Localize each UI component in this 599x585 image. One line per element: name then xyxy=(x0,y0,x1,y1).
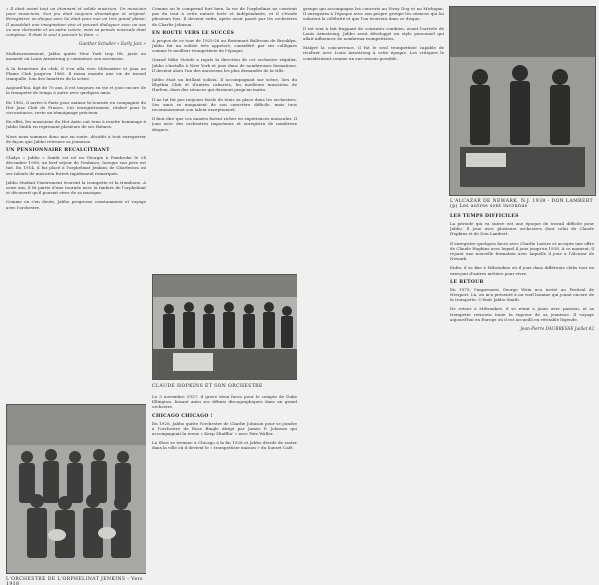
paragraph: Malgré la concurrence, il fut le seul trompettiste capable de rivaliser avec Louis Armstrong à cette époque. Les critiques le considéraient comme un successeur possible. xyxy=(303,45,444,61)
photo-figures-graphic xyxy=(7,405,146,573)
paragraph: Le 3 novembre 1927, il grave deux faces pour le compte de Duke Ellington, faisant ainsi ses débuts discographiques dans un grand orchestre. xyxy=(152,394,297,410)
paragraph: En effet, les musiciens du Hot Antic ont tenu à rendre hommage à Jabbo Smith en reprenant plusieurs de ses thèmes. xyxy=(6,119,146,130)
quote-signature: Gunther Schuller « Early Jazz » xyxy=(79,41,146,47)
photo-orchestra-graphic xyxy=(153,275,297,379)
paragraph: Enfin, il se fixe à Milwaukee où il joue dans différents clubs tout en exerçant d'autres métiers pour vivre. xyxy=(450,265,594,276)
paragraph: La période qui va suivre est une époque de travail difficile pour Jabbo. Il joue avec plusieurs orchestres dont celui de Claude Hopkins et de Don Lambert. xyxy=(450,221,594,237)
paragraph: En 1962, il arrive à Paris pour animer la tournée en compagnie du Hot Jazz Club de France. Cet enregistrement, réalisé pour la circonstance, reste un témoignage précieux. xyxy=(6,99,146,116)
paragraph: En 1975, l'impresario George Wein m'a invité au Festival de Newport. Là, on m'a présenté à un vieil homme qui jouait encore de la trompette. C'était Jabbo Smith. xyxy=(450,286,594,303)
paragraph: Cladys « Jabbo » Smith est né en Géorgie à Pembroke le 24 décembre 1908, un bref séjour de l'enfance, lorsque son père est tué. En 1914, il fut placé à l'orphelinat Jenkins de Charleston où ses talents de musicien furent rapidement remarqués. xyxy=(6,155,146,176)
paragraph: La Shoe se termine à Chicago à la fin 1928 et Jabbo décide de rester dans la ville où il devient le « trompettiste maison » du Sunset Café. xyxy=(152,440,297,451)
paragraph: Quand Mike Vistofs a repris la direction de cet orchestre régulier, Jabbo s'installe à New York et joue dans de nombreuses formations. Il devient alors l'un des musiciens les plus demandés de la ville. xyxy=(152,57,297,73)
paragraph: De retour à Milwaukee, il se remit à jouer avec passion, et sa trompette retrouva toute la vigueur de sa jeunesse. Il voyage aujourd'hui en Europe où il est accueilli en véritable légende. xyxy=(450,306,594,322)
photo-alcazar-graphic xyxy=(450,7,595,195)
paragraph: Il faut dire que ces années furent riches en expériences musicales. Il joua avec des orchestres importants et enregistra de nombreux disques. xyxy=(152,116,297,132)
hopkins-orchestra-photo xyxy=(152,274,297,380)
paragraph: groupe qui accompagne les concerts au Stray Dog et au Michigan. Il enregistra à l'époque avec son propre groupe les séances qui lui valurent la célébrité et que l'on trouvera dans ce disque. xyxy=(303,6,444,22)
section-heading: UN PENSIONNAIRE RECALCITRANT xyxy=(6,148,110,154)
paragraph: Aujourd'hui, âgé de 70 ans, il est toujours en vie et joue encore de la trompette de temps à autre avec quelques amis. xyxy=(6,85,146,96)
column-1 xyxy=(6,6,146,585)
paragraph: Comme on s'en doute, Jabbo progresse constamment et voyage avec l'orchestre. xyxy=(6,199,146,210)
paragraph: Malheureusement, Jabbo quitte New York trop tôt, juste au moment où Louis Armstrong y commence son ascension. xyxy=(6,51,146,62)
orphanage-band-photo xyxy=(6,404,146,574)
paragraph: Il ne lui fut pas toujours facile de tenir sa place dans les orchestres. Ses amis se moquaient de son caractère difficile, mais tous reconnaissaient son talent exceptionnel. xyxy=(152,96,297,113)
paragraph: A la fermeture du club, il s'en alla vers Milwaukee et joua au Flame Club jusqu'en 1960. Il mena ensuite une vie de travail tranquille, loin des lumières de la scène. xyxy=(6,65,146,82)
paragraph: Il est tout à fait frappant de constater combien, avant l'arrivée de Louis Armstrong, Jabbo avait développé un style personnel qui allait influencer de nombreux trompettistes. xyxy=(303,25,444,42)
photo-caption: L'ORCHESTRE DE L'ORPHELINAT JENKINS - Vers 1918 xyxy=(6,577,143,585)
paragraph: En 1928, Jabbo quitte l'orchestre de Charlie Johnson pour se joindre à l'orchestre de Rose Bingle dirigé par James P. Johnson qui accompagnait la revue « Keep Shufflin' » avec Fats Waller. xyxy=(152,420,297,437)
column-3-text xyxy=(303,6,444,585)
column-4-text xyxy=(450,210,594,585)
author-signature: Jean-Pierre DAUBRESSE Juillet 82 xyxy=(520,326,594,332)
paragraph: Jabbo était un brillant solista. Il accompagnait sur scène, lors du Rhythm Club et d'autres cabarets, les meilleurs musiciens de Harlem, dans des séances qui duraient jusqu'au matin. xyxy=(152,77,297,93)
paragraph: À propos de ce tour de 1925-26 au Rosemont Ballroom de Brooklyn, Jabbo fut un soliste très apprécié, considéré par ses collègues comme le meilleur trompettiste de l'époque. xyxy=(152,37,297,54)
section-heading: LE RETOUR xyxy=(450,279,484,285)
opening-quote: « Il était avant tout un étonnant et solide musicien. Un musicien pour musiciens. Son jeu était toujours dramatique et original. Enregistrer un disque avec lui était pour moi un très grand plaisir. Il possédait une imagination vive et pouvait dialoguer avec un sax ou une clarinette et un autre cuivre, mais sa pensée musicale était complexe. Il était le seul à pouvoir le faire. » xyxy=(6,6,146,38)
paragraph: Comme on le comprend fort bien, la vie de l'orphelinat ne convient pas du tout à cette nature forte et indépendante, et il s'évade plusieurs fois. Il devient enfin, après avoir passé par les orchestres de Charlie Johnson. xyxy=(152,6,297,27)
section-heading: LES TEMPS DIFFICILES xyxy=(450,214,519,219)
paragraph: Jabbo étudiait l'instrument trouvait la trompette et la trombone. A seize ans, il fit partie d'une tournée avec la fanfare de l'orphelinat et découvrit qu'il pouvait vivre de sa musique. xyxy=(6,179,146,196)
alcazar-newark-photo xyxy=(449,6,596,196)
paragraph: Nous nous sommes donc mis en route, décidés à tout enregistrer de façon que Jabbo retrouve sa jeunesse. xyxy=(6,133,146,144)
section-heading: EN ROUTE VERS LE SUCCÈS xyxy=(152,30,235,36)
paragraph: Il enregistre quelques faces avec Charlie Lavere et accepte une offre de Claude Hopkins avec lequel il joue jusqu'en 1938. A ce moment, il rejoint une nouvelle formation avec laquelle il joue à l'Alcazar de Newark. xyxy=(450,240,594,262)
column-2 xyxy=(152,6,297,585)
column-2-lower xyxy=(152,394,297,455)
photo-caption: L'ALCAZAR DE NEWARK, N.J. 1938 - DON LAMBERT (p) Les autres sont inconnus xyxy=(450,199,593,209)
photo-caption: CLAUDE HOPKINS ET SON ORCHESTRE xyxy=(152,384,263,389)
section-heading: CHICAGO CHICAGO ! xyxy=(152,413,213,419)
